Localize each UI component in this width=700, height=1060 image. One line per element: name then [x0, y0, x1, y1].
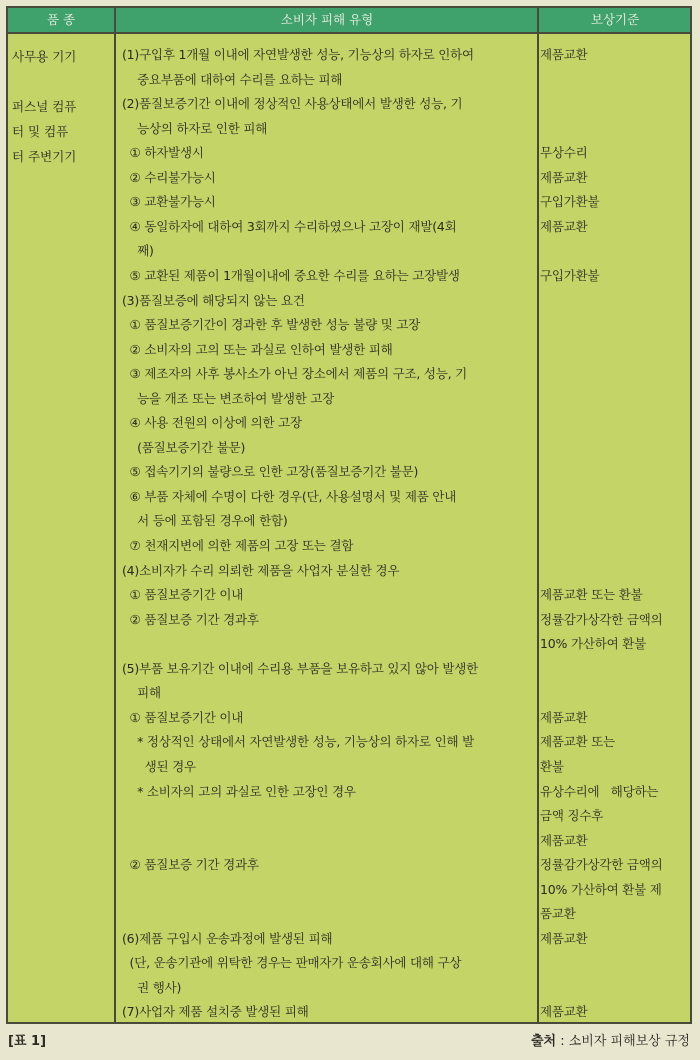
damage-type-text: 생된 경우 [122, 758, 196, 774]
damage-type-text: (7)사업자 제품 설치중 발생된 피해 [122, 1004, 309, 1020]
source-text: : 소비자 피해보상 규정 [556, 1034, 690, 1049]
compensation-text: 제품교환 [540, 1004, 588, 1020]
table-row [8, 729, 690, 754]
table-row [8, 926, 690, 951]
damage-type-text: ① 하자발생시 [122, 145, 204, 161]
table-row [8, 779, 690, 804]
damage-type-text: ② 품질보증 기간 경과후 [122, 857, 259, 873]
source-label: 출처 [530, 1034, 557, 1049]
table-row [8, 288, 690, 313]
damage-type-text: 능상의 하자로 인한 피해 [122, 120, 268, 136]
table-row [8, 705, 690, 730]
damage-type-text: (1)구입후 1개월 이내에 자연발생한 성능, 기능상의 하자로 인하여 [122, 47, 474, 62]
table-row [8, 754, 690, 779]
table-row [8, 656, 690, 681]
table-row [8, 42, 690, 67]
compensation-text: 제품교환 또는 [540, 734, 616, 750]
compensation-text: 무상수리 [540, 145, 588, 161]
footer [0, 1024, 700, 1060]
damage-type-text: 피해 [122, 685, 161, 701]
table-row [8, 999, 690, 1024]
damage-type-text: ⑤ 교환된 제품이 1개월이내에 중요한 수리를 요하는 고장발생 [122, 267, 460, 283]
table-row [8, 558, 690, 583]
compensation-text: 유상수리에 해당하는 [540, 783, 659, 799]
compensation-text: 정률감가상각한 금액의 [540, 611, 663, 627]
table-row [8, 386, 690, 411]
item-type-line: 퍼스널 컴퓨 [12, 99, 77, 114]
table-row [8, 803, 690, 828]
table-caption: [표 1] [8, 1034, 47, 1049]
damage-type-text: ① 품질보증기간 이내 [122, 587, 244, 603]
damage-type-text: (품질보증기간 불문) [122, 439, 246, 455]
compensation-text: 환불 [540, 758, 564, 774]
item-type-line: 터 주변기기 [12, 149, 77, 164]
damage-type-text: ③ 교환불가능시 [122, 194, 216, 210]
table-row [8, 607, 690, 632]
compensation-text: 정률감가상각한 금액의 [540, 857, 663, 873]
damage-type-text: ② 소비자의 고의 또는 과실로 인하여 발생한 피해 [122, 341, 393, 357]
table-row [8, 852, 690, 877]
table-row [8, 361, 690, 386]
table-row [8, 877, 690, 902]
compensation-text: 제품교환 [540, 930, 588, 946]
table-row [8, 484, 690, 509]
compensation-text: 품교환 [540, 906, 576, 922]
table-row [8, 631, 690, 656]
damage-type-text: ⑦ 천재지변에 의한 제품의 고장 또는 결함 [122, 538, 354, 553]
item-type-line: 터 및 컴퓨 [12, 124, 69, 139]
damage-type-text: * 정상적인 상태에서 자연발생한 성능, 기능상의 하자로 인해 발 [122, 734, 474, 750]
table-header [8, 8, 690, 34]
table-row [8, 828, 690, 853]
table-row [8, 238, 690, 263]
table-row [8, 67, 690, 92]
damage-type-text: (6)제품 구입시 운송과정에 발생된 피해 [122, 930, 333, 946]
header-damage-type: 소비자 피해 유형 [280, 12, 374, 27]
table-row [8, 116, 690, 141]
source-note [531, 1030, 690, 1049]
table-row [8, 950, 690, 975]
table-row [8, 214, 690, 239]
damage-type-text: ① 품질보증기간이 경과한 후 발생한 성능 불량 및 고장 [122, 317, 421, 333]
item-type-line: 사무용 기기 [12, 49, 77, 64]
table-row [8, 263, 690, 288]
compensation-text: 금액 징수후 [540, 808, 604, 824]
damage-type-text: (3)품질보증에 해당되지 않는 요건 [122, 292, 305, 308]
damage-type-text: 능을 개조 또는 변조하여 발생한 고장 [122, 390, 335, 406]
compensation-text: 제품교환 또는 환불 [540, 587, 643, 603]
table-row [8, 533, 690, 558]
damage-type-text: ② 품질보증 기간 경과후 [122, 611, 259, 627]
damage-type-text: (4)소비자가 수리 의뢰한 제품을 사업자 분실한 경우 [122, 562, 400, 578]
damage-type-text: ④ 동일하자에 대하여 3회까지 수리하였으나 고장이 재발(4회 [122, 218, 457, 234]
compensation-text: 10% 가산하여 환불 [540, 636, 646, 652]
damage-type-text: (5)부품 보유기간 이내에 수리용 부품을 보유하고 있지 않아 발생한 [122, 660, 479, 676]
table-row [8, 901, 690, 926]
damage-type-text: * 소비자의 고의 과실로 인한 고장인 경우 [122, 783, 356, 799]
table-row [8, 975, 690, 1000]
damage-type-text: (2)품질보증기간 이내에 정상적인 사용상태에서 발생한 성능, 기 [122, 96, 463, 112]
table-row [8, 312, 690, 337]
damage-type-text: 권 행사) [122, 979, 182, 995]
compensation-text: 제품교환 [540, 47, 588, 62]
damage-type-text: 째) [122, 243, 154, 259]
damage-type-text: ⑤ 접속기기의 불량으로 인한 고장(품질보증기간 불문) [122, 464, 419, 480]
compensation-text: 10% 가산하여 환불 제 [540, 881, 662, 897]
table-row [8, 410, 690, 435]
damage-type-text: ② 수리불가능시 [122, 169, 216, 185]
table-row [8, 508, 690, 533]
damage-type-text: ③ 제조자의 사후 봉사소가 아닌 장소에서 제품의 구조, 성능, 기 [122, 366, 468, 382]
header-compensation-standard: 보상기준 [590, 12, 640, 27]
damage-type-text: ④ 사용 전원의 이상에 의한 고장 [122, 415, 302, 431]
compensation-table [6, 6, 692, 1024]
table-row [8, 140, 690, 165]
compensation-text: 제품교환 [540, 832, 588, 848]
table-row [8, 337, 690, 362]
table-row [8, 165, 690, 190]
compensation-text: 구입가환불 [540, 267, 600, 283]
damage-type-text: 서 등에 포함된 경우에 한함) [122, 513, 288, 529]
table-row [8, 459, 690, 484]
table-row [8, 435, 690, 460]
compensation-text: 제품교환 [540, 169, 588, 185]
table-row [8, 91, 690, 116]
header-item-type: 품 종 [46, 12, 76, 27]
compensation-text: 제품교환 [540, 709, 588, 725]
table-row [8, 680, 690, 705]
compensation-text: 제품교환 [540, 218, 588, 234]
damage-type-text: ⑥ 부품 자체에 수명이 다한 경우(단, 사용설명서 및 제품 안내 [122, 488, 457, 504]
compensation-text: 구입가환불 [540, 194, 600, 210]
table-row [8, 189, 690, 214]
table-row [8, 582, 690, 607]
damage-type-text: 중요부품에 대하여 수리를 요하는 피해 [122, 71, 343, 87]
damage-type-text: (단, 운송기관에 위탁한 경우는 판매자가 운송회사에 대해 구상 [122, 955, 462, 971]
damage-type-text: ① 품질보증기간 이내 [122, 709, 244, 725]
